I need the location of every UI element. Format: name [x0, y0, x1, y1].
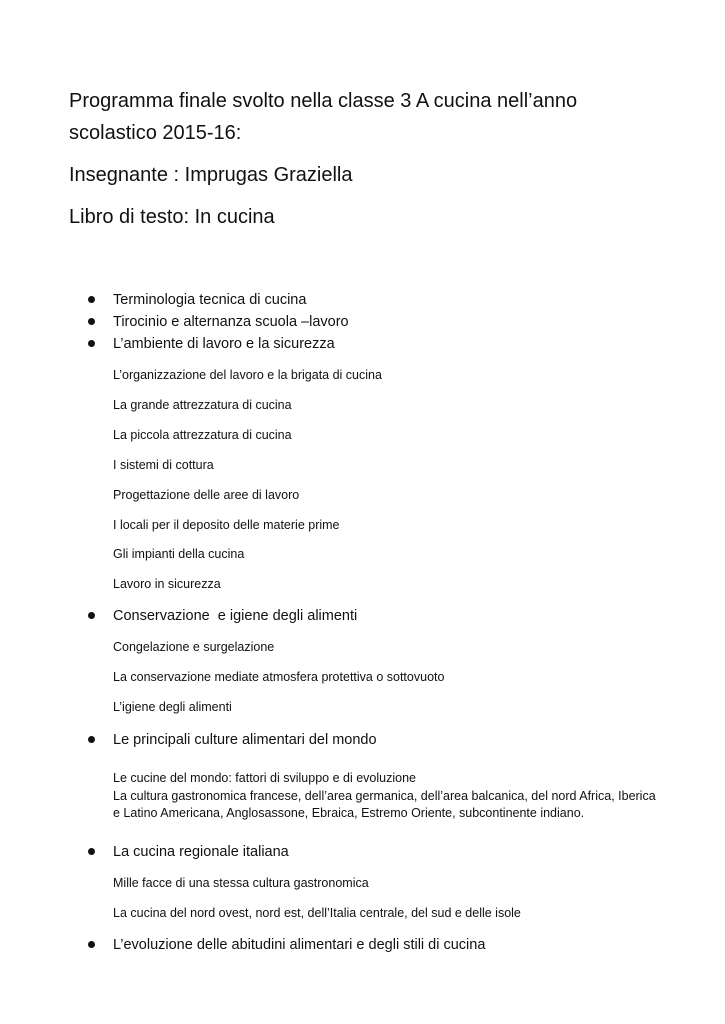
subtopic-item: La conservazione mediate atmosfera protettiva o sottovuoto — [113, 670, 445, 684]
topic-label: L’evoluzione delle abitudini alimentari e degli stili di cucina — [113, 937, 486, 953]
bullet-icon — [88, 612, 95, 619]
subtopic-item: I sistemi di cottura — [113, 458, 214, 472]
topic-label: Terminologia tecnica di cucina — [113, 292, 307, 308]
topic-label: Tirocinio e alternanza scuola –lavoro — [113, 314, 349, 330]
subtopic-item: Progettazione delle aree di lavoro — [113, 488, 300, 502]
bullet-icon — [88, 318, 95, 325]
subtopic-item: Gli impianti della cucina — [113, 547, 245, 561]
bullet-icon — [88, 941, 95, 948]
topic-label: L’ambiente di lavoro e la sicurezza — [113, 336, 335, 352]
topic-label: Le principali culture alimentari del mondo — [113, 732, 377, 748]
subtopic-item: La cucina del nord ovest, nord est, dell’Italia centrale, del sud e delle isole — [113, 906, 521, 920]
bullet-icon — [88, 848, 95, 855]
subtopic-item: La cultura gastronomica francese, dell’area germanica, dell’area balcanica, del nord Africa, Iberica e Latino Americana, Anglosassone, Ebraica, Estremo Oriente, subcontinente indiano. — [113, 789, 656, 820]
topic-label: La cucina regionale italiana — [113, 844, 289, 860]
subtopic-item: L’organizzazione del lavoro e la brigata di cucina — [113, 368, 382, 382]
bullet-icon — [88, 296, 95, 303]
textbook-line: Libro di testo: In cucina — [69, 206, 275, 228]
title-line-2: scolastico 2015-16: — [69, 122, 242, 144]
bullet-icon — [88, 340, 95, 347]
title-line-1: Programma finale svolto nella classe 3 A cucina nell’anno — [69, 90, 578, 112]
subtopic-item: La piccola attrezzatura di cucina — [113, 428, 292, 442]
subtopic-item: Le cucine del mondo: fattori di sviluppo e di evoluzione — [113, 771, 416, 785]
topic-label: Conservazione e igiene degli alimenti — [113, 608, 358, 624]
subtopic-item: L’igiene degli alimenti — [113, 700, 232, 714]
teacher-line: Insegnante : Imprugas Graziella — [69, 164, 353, 186]
subtopic-item: La grande attrezzatura di cucina — [113, 398, 292, 412]
subtopic-item: Lavoro in sicurezza — [113, 577, 221, 591]
subtopic-item: Mille facce di una stessa cultura gastronomica — [113, 876, 369, 890]
subtopic-item: I locali per il deposito delle materie prime — [113, 518, 340, 532]
bullet-icon — [88, 736, 95, 743]
subtopic-item: Congelazione e surgelazione — [113, 640, 275, 654]
